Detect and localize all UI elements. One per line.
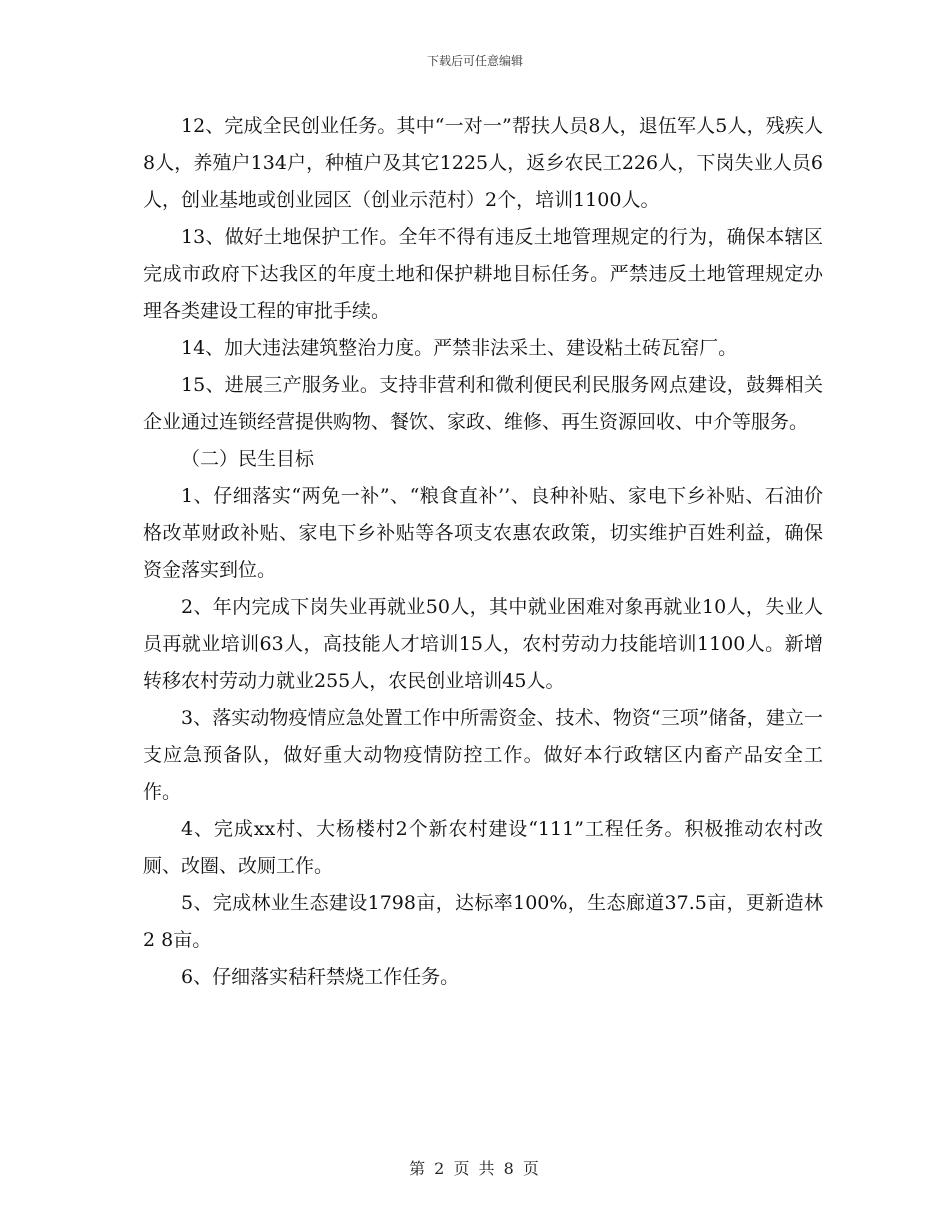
paragraph-item-13: 13、做好土地保护工作。全年不得有违反土地管理规定的行为，确保本辖区完成市政府下达我区的年度土地和保护耕地目标任务。严禁违反土地管理规定办理各类建设工程的审批手续。 [143,226,823,322]
page-header: 下载后可任意编辑 [426,54,523,68]
paragraph-item-6: 6、仔细落实秸秆禁烧工作任务。 [181,966,460,988]
document-body [143,108,823,996]
paragraph-item-12: 12、完成全民创业任务。其中“一对一”帮扶人员8人，退伍军人5人，残疾人8人，养殖户134户，种植户及其它1225人，返乡农民工226人，下岗失业人员6人，创业基地或创业园区（创业示范村）2个，培训1100人。 [143,115,823,211]
page-footer: 第 2 页 共 8 页 [409,1159,541,1178]
paragraph-item-4: 4、完成xx村、大杨楼村2个新农村建设“111”工程任务。积极推动农村改厕、改圈、改厕工作。 [143,818,823,877]
paragraph-item-3: 3、落实动物疫情应急处置工作中所需资金、技术、物资“三项”储备，建立一支应急预备队，做好重大动物疫情防控工作。做好本行政辖区内畜产品安全工作。 [143,707,823,803]
paragraph-item-2: 2、年内完成下岗失业再就业50人，其中就业困难对象再就业10人，失业人员再就业培训63人，高技能人才培训15人，农村劳动力技能培训1100人。新增转移农村劳动力就业255人，农民创业培训45人。 [143,596,823,692]
paragraph-item-1: 1、仔细落实“两免一补”、“粮食直补’’、良种补贴、家电下乡补贴、石油价格改革财政补贴、家电下乡补贴等各项支农惠农政策，切实维护百姓利益，确保资金落实到位。 [143,485,823,581]
paragraph-item-15: 15、进展三产服务业。支持非营利和微利便民利民服务网点建设，鼓舞相关企业通过连锁经营提供购物、餐饮、家政、维修、再生资源回收、中介等服务。 [143,374,823,433]
section-title-livelihood: （二）民生目标 [181,448,315,470]
paragraph-item-14: 14、加大违法建筑整治力度。严禁非法采土、建设粘土砖瓦窑厂。 [181,337,738,359]
paragraph-item-5: 5、完成林业生态建设1798亩，达标率100%，生态廊道37.5亩，更新造林2 8亩。 [143,892,823,951]
